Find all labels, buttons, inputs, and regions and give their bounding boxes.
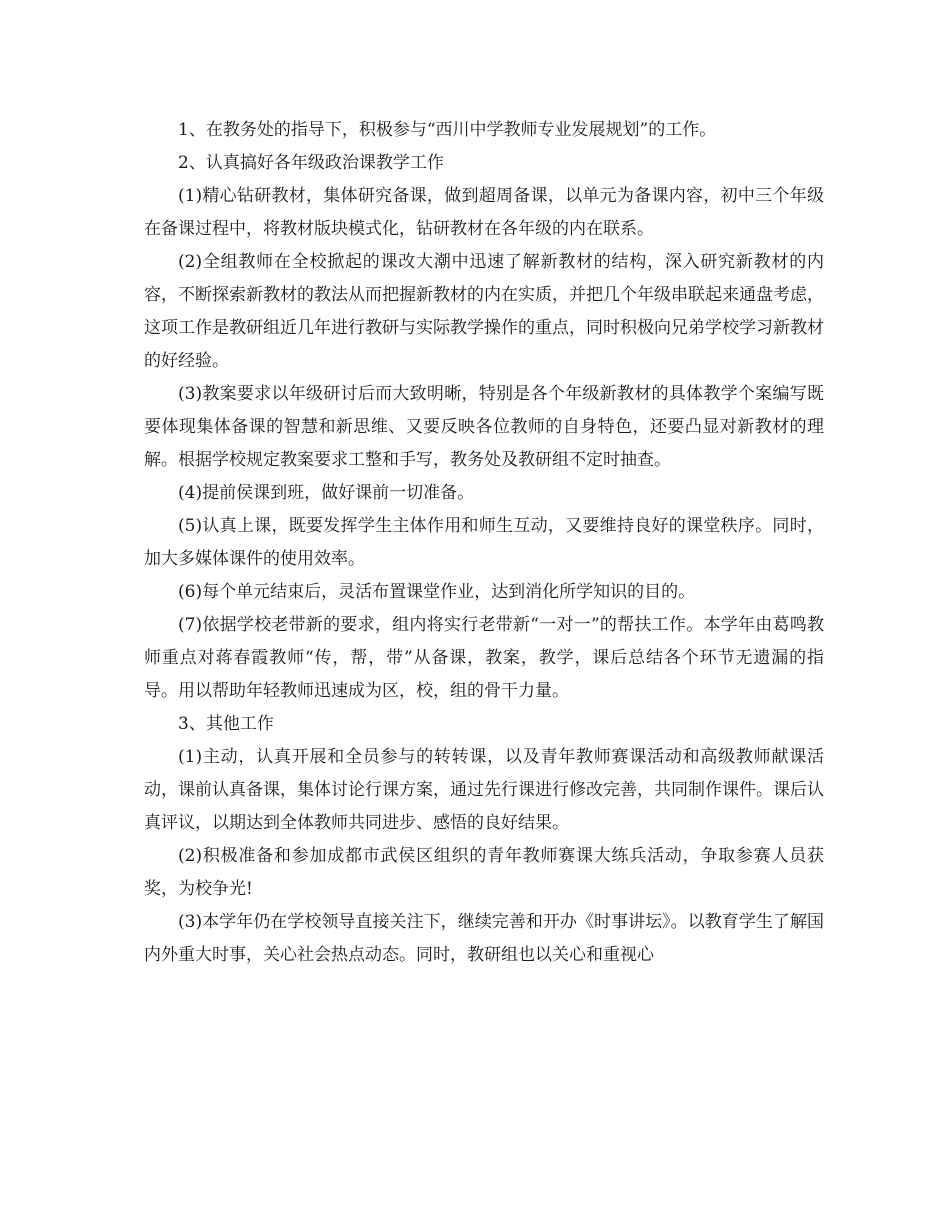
paragraph-section-2-heading: 2、认真搞好各年级政治课教学工作 <box>178 153 444 173</box>
paragraph-3-1: (1)主动，认真开展和全员参与的转转课，以及青年教师赛课活动和高级教师献课活动，课前认真备课，集体讨论行课方案，通过先行课进行修改完善，共同制作课件。课后认真评议，以期达到全体教师共同进步、感悟的良好结果。 <box>144 747 824 833</box>
paragraph-2-2: (2)全组教师在全校掀起的课改大潮中迅速了解新教材的结构，深入研究新教材的内容，不断探索新教材的教法从而把握新教材的内在实质，并把几个年级串联起来通盘考虑，这项工作是教研组近几年进行教研与实际教学操作的重点，同时积极向兄弟学校学习新教材的好经验。 <box>144 252 824 371</box>
document-body <box>144 114 824 972</box>
paragraph-3-2: (2)积极准备和参加成都市武侯区组织的青年教师赛课大练兵活动，争取参赛人员获奖，为校争光! <box>144 846 824 899</box>
paragraph-2-1: (1)精心钻研教材，集体研究备课，做到超周备课，以单元为备课内容，初中三个年级在备课过程中，将教材版块模式化，钻研教材在各年级的内在联系。 <box>144 186 824 239</box>
paragraph-3-3: (3)本学年仍在学校领导直接关注下，继续完善和开办《时事讲坛》。以教育学生了解国内外重大时事，关心社会热点动态。同时，教研组也以关心和重视心 <box>144 912 824 965</box>
paragraph-2-5: (5)认真上课，既要发挥学生主体作用和师生互动，又要维持良好的课堂秩序。同时，加大多媒体课件的使用效率。 <box>144 516 824 569</box>
paragraph-item-1: 1、在教务处的指导下，积极参与“西川中学教师专业发展规划”的工作。 <box>178 120 717 140</box>
paragraph-2-6: (6)每个单元结束后，灵活布置课堂作业，达到消化所学知识的目的。 <box>178 582 696 602</box>
paragraph-2-3: (3)教案要求以年级研讨后而大致明晰，特别是各个年级新教材的具体教学个案编写既要体现集体备课的智慧和新思维、又要反映各位教师的自身特色，还要凸显对新教材的理解。根据学校规定教案要求工整和手写，教务处及教研组不定时抽查。 <box>144 384 824 470</box>
paragraph-2-7: (7)依据学校老带新的要求，组内将实行老带新“一对一”的帮扶工作。本学年由葛鸣教师重点对蒋春霞教师“传，帮，带”从备课，教案，教学，课后总结各个环节无遗漏的指导。用以帮助年轻教师迅速成为区，校，组的骨干力量。 <box>144 615 824 701</box>
paragraph-section-3-heading: 3、其他工作 <box>178 714 274 734</box>
paragraph-2-4: (4)提前侯课到班，做好课前一切准备。 <box>178 483 475 503</box>
